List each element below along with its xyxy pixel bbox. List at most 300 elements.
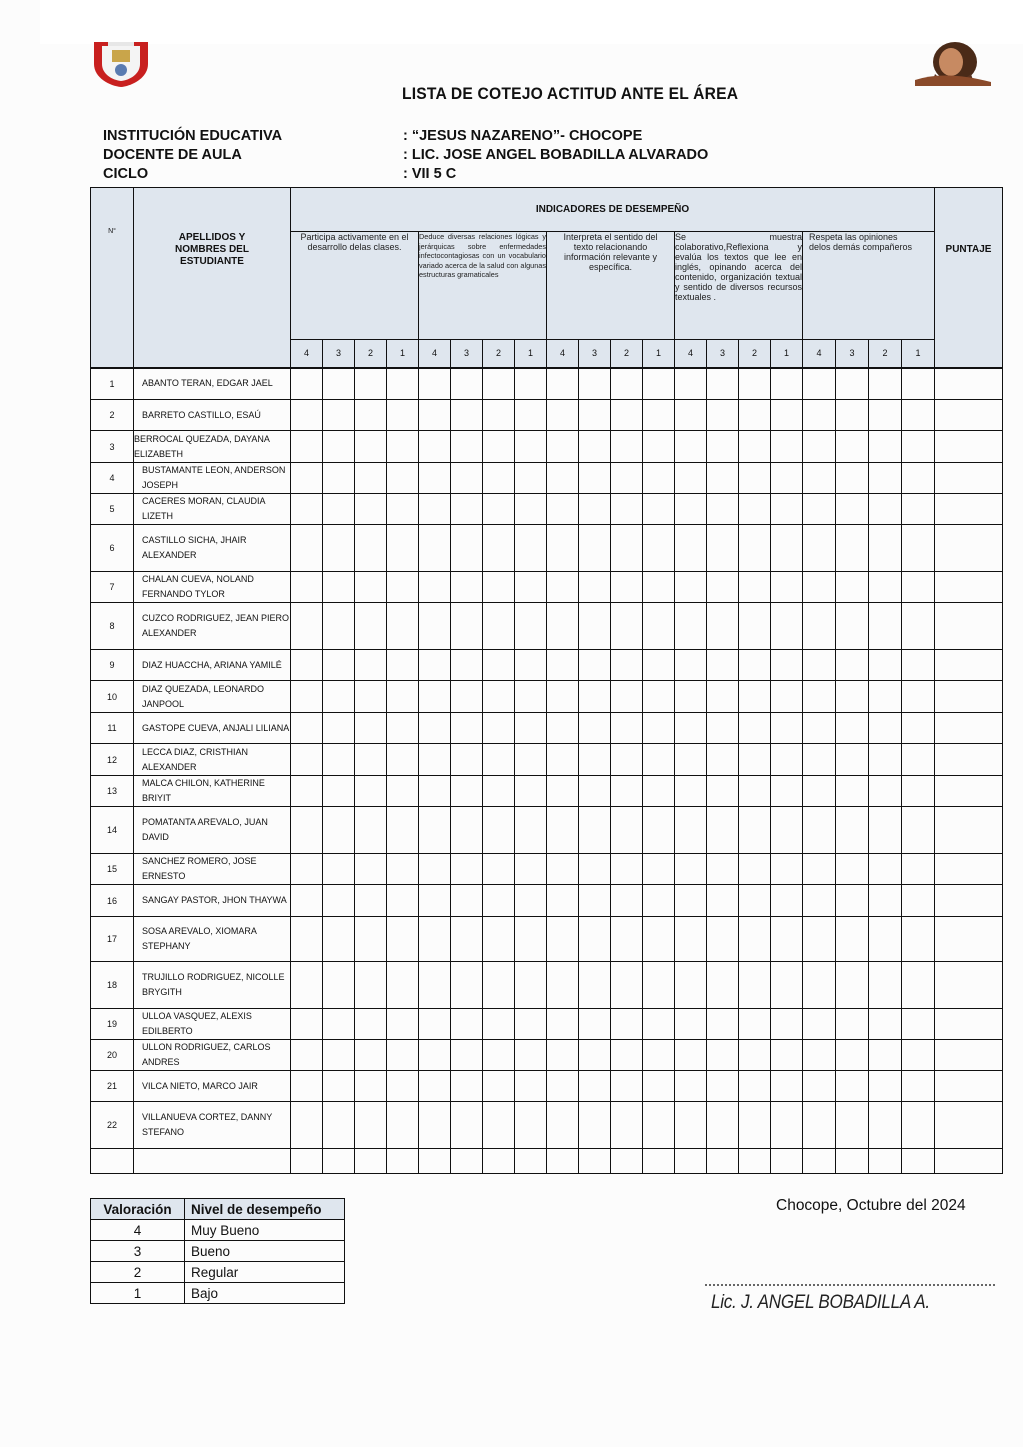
total-score-cell[interactable] — [935, 854, 1003, 885]
score-cell[interactable] — [323, 400, 355, 431]
score-cell[interactable] — [836, 368, 869, 400]
score-cell[interactable] — [547, 431, 579, 463]
score-cell[interactable] — [902, 400, 935, 431]
score-cell[interactable] — [483, 572, 515, 603]
score-cell[interactable] — [675, 400, 707, 431]
score-cell[interactable] — [803, 807, 836, 854]
score-cell[interactable] — [707, 463, 739, 494]
score-cell[interactable] — [579, 525, 611, 572]
score-cell[interactable] — [869, 572, 902, 603]
score-cell[interactable] — [836, 1071, 869, 1102]
score-cell[interactable] — [675, 368, 707, 400]
score-cell[interactable] — [902, 962, 935, 1009]
score-cell[interactable] — [611, 525, 643, 572]
total-score-cell[interactable] — [935, 650, 1003, 681]
score-cell[interactable] — [355, 463, 387, 494]
score-cell[interactable] — [675, 431, 707, 463]
score-cell[interactable] — [547, 776, 579, 807]
score-cell[interactable] — [419, 1040, 451, 1071]
score-cell[interactable] — [355, 525, 387, 572]
empty-cell[interactable] — [91, 1149, 134, 1174]
score-cell[interactable] — [643, 917, 675, 962]
score-cell[interactable] — [707, 494, 739, 525]
score-cell[interactable] — [611, 463, 643, 494]
score-cell[interactable] — [579, 603, 611, 650]
score-cell[interactable] — [836, 603, 869, 650]
score-cell[interactable] — [739, 854, 771, 885]
score-cell[interactable] — [483, 962, 515, 1009]
score-cell[interactable] — [323, 1071, 355, 1102]
total-score-cell[interactable] — [935, 368, 1003, 400]
score-cell[interactable] — [387, 572, 419, 603]
score-cell[interactable] — [387, 1040, 419, 1071]
score-cell[interactable] — [387, 744, 419, 776]
score-cell[interactable] — [771, 1040, 803, 1071]
score-cell[interactable] — [675, 807, 707, 854]
score-cell[interactable] — [771, 603, 803, 650]
score-cell[interactable] — [291, 463, 323, 494]
score-cell[interactable] — [451, 713, 483, 744]
score-cell[interactable] — [355, 713, 387, 744]
total-score-cell[interactable] — [935, 603, 1003, 650]
score-cell[interactable] — [387, 650, 419, 681]
score-cell[interactable] — [643, 603, 675, 650]
score-cell[interactable] — [451, 603, 483, 650]
score-cell[interactable] — [836, 400, 869, 431]
score-cell[interactable] — [291, 525, 323, 572]
score-cell[interactable] — [291, 1071, 323, 1102]
score-cell[interactable] — [291, 776, 323, 807]
score-cell[interactable] — [579, 400, 611, 431]
score-cell[interactable] — [355, 854, 387, 885]
score-cell[interactable] — [419, 650, 451, 681]
score-cell[interactable] — [483, 776, 515, 807]
empty-cell[interactable] — [134, 1149, 291, 1174]
score-cell[interactable] — [483, 650, 515, 681]
score-cell[interactable] — [902, 1009, 935, 1040]
score-cell[interactable] — [739, 431, 771, 463]
score-cell[interactable] — [419, 885, 451, 917]
score-cell[interactable] — [419, 681, 451, 713]
score-cell[interactable] — [803, 681, 836, 713]
score-cell[interactable] — [323, 744, 355, 776]
score-cell[interactable] — [323, 776, 355, 807]
total-score-cell[interactable] — [935, 962, 1003, 1009]
score-cell[interactable] — [643, 776, 675, 807]
total-score-cell[interactable] — [935, 1102, 1003, 1149]
score-cell[interactable] — [675, 603, 707, 650]
score-cell[interactable] — [675, 463, 707, 494]
score-cell[interactable] — [707, 681, 739, 713]
score-cell[interactable] — [451, 525, 483, 572]
score-cell[interactable] — [803, 713, 836, 744]
score-cell[interactable] — [643, 650, 675, 681]
score-cell[interactable] — [675, 854, 707, 885]
score-cell[interactable] — [419, 1009, 451, 1040]
score-cell[interactable] — [869, 431, 902, 463]
score-cell[interactable] — [355, 603, 387, 650]
score-cell[interactable] — [836, 525, 869, 572]
score-cell[interactable] — [547, 807, 579, 854]
score-cell[interactable] — [836, 1009, 869, 1040]
score-cell[interactable] — [771, 807, 803, 854]
empty-cell[interactable] — [771, 1149, 803, 1174]
score-cell[interactable] — [419, 854, 451, 885]
score-cell[interactable] — [515, 1009, 547, 1040]
score-cell[interactable] — [579, 854, 611, 885]
score-cell[interactable] — [869, 1040, 902, 1071]
empty-cell[interactable] — [803, 1149, 836, 1174]
score-cell[interactable] — [707, 368, 739, 400]
score-cell[interactable] — [355, 885, 387, 917]
score-cell[interactable] — [771, 854, 803, 885]
total-score-cell[interactable] — [935, 1009, 1003, 1040]
score-cell[interactable] — [771, 431, 803, 463]
score-cell[interactable] — [836, 463, 869, 494]
score-cell[interactable] — [869, 525, 902, 572]
score-cell[interactable] — [836, 962, 869, 1009]
score-cell[interactable] — [771, 776, 803, 807]
score-cell[interactable] — [771, 885, 803, 917]
score-cell[interactable] — [836, 431, 869, 463]
score-cell[interactable] — [451, 431, 483, 463]
score-cell[interactable] — [869, 494, 902, 525]
score-cell[interactable] — [419, 572, 451, 603]
score-cell[interactable] — [291, 1040, 323, 1071]
score-cell[interactable] — [387, 494, 419, 525]
score-cell[interactable] — [771, 368, 803, 400]
score-cell[interactable] — [739, 776, 771, 807]
score-cell[interactable] — [643, 494, 675, 525]
score-cell[interactable] — [387, 713, 419, 744]
score-cell[interactable] — [451, 368, 483, 400]
score-cell[interactable] — [355, 681, 387, 713]
score-cell[interactable] — [323, 962, 355, 1009]
score-cell[interactable] — [707, 807, 739, 854]
score-cell[interactable] — [323, 681, 355, 713]
score-cell[interactable] — [291, 713, 323, 744]
score-cell[interactable] — [611, 1040, 643, 1071]
score-cell[interactable] — [643, 807, 675, 854]
score-cell[interactable] — [902, 854, 935, 885]
score-cell[interactable] — [739, 962, 771, 1009]
score-cell[interactable] — [419, 1102, 451, 1149]
score-cell[interactable] — [869, 962, 902, 1009]
total-score-cell[interactable] — [935, 885, 1003, 917]
score-cell[interactable] — [579, 572, 611, 603]
score-cell[interactable] — [836, 494, 869, 525]
score-cell[interactable] — [323, 525, 355, 572]
score-cell[interactable] — [902, 572, 935, 603]
score-cell[interactable] — [643, 681, 675, 713]
score-cell[interactable] — [869, 713, 902, 744]
score-cell[interactable] — [419, 1071, 451, 1102]
score-cell[interactable] — [707, 603, 739, 650]
score-cell[interactable] — [739, 572, 771, 603]
score-cell[interactable] — [869, 1071, 902, 1102]
score-cell[interactable] — [611, 807, 643, 854]
score-cell[interactable] — [611, 885, 643, 917]
score-cell[interactable] — [869, 807, 902, 854]
score-cell[interactable] — [515, 854, 547, 885]
score-cell[interactable] — [483, 1009, 515, 1040]
total-score-cell[interactable] — [935, 1040, 1003, 1071]
score-cell[interactable] — [291, 368, 323, 400]
score-cell[interactable] — [355, 962, 387, 1009]
score-cell[interactable] — [547, 650, 579, 681]
score-cell[interactable] — [836, 854, 869, 885]
score-cell[interactable] — [387, 603, 419, 650]
score-cell[interactable] — [803, 1102, 836, 1149]
score-cell[interactable] — [483, 368, 515, 400]
empty-cell[interactable] — [323, 1149, 355, 1174]
score-cell[interactable] — [291, 885, 323, 917]
score-cell[interactable] — [771, 962, 803, 1009]
score-cell[interactable] — [611, 400, 643, 431]
score-cell[interactable] — [611, 917, 643, 962]
score-cell[interactable] — [643, 1009, 675, 1040]
empty-cell[interactable] — [611, 1149, 643, 1174]
score-cell[interactable] — [483, 494, 515, 525]
score-cell[interactable] — [579, 917, 611, 962]
score-cell[interactable] — [451, 1102, 483, 1149]
score-cell[interactable] — [387, 807, 419, 854]
score-cell[interactable] — [515, 650, 547, 681]
score-cell[interactable] — [836, 917, 869, 962]
score-cell[interactable] — [611, 776, 643, 807]
score-cell[interactable] — [355, 400, 387, 431]
score-cell[interactable] — [869, 463, 902, 494]
score-cell[interactable] — [707, 400, 739, 431]
score-cell[interactable] — [643, 713, 675, 744]
score-cell[interactable] — [419, 807, 451, 854]
empty-cell[interactable] — [643, 1149, 675, 1174]
score-cell[interactable] — [869, 885, 902, 917]
score-cell[interactable] — [419, 368, 451, 400]
score-cell[interactable] — [836, 885, 869, 917]
score-cell[interactable] — [902, 681, 935, 713]
score-cell[interactable] — [902, 1071, 935, 1102]
score-cell[interactable] — [579, 431, 611, 463]
score-cell[interactable] — [902, 525, 935, 572]
score-cell[interactable] — [323, 431, 355, 463]
score-cell[interactable] — [323, 650, 355, 681]
score-cell[interactable] — [836, 776, 869, 807]
score-cell[interactable] — [869, 603, 902, 650]
score-cell[interactable] — [355, 1009, 387, 1040]
score-cell[interactable] — [836, 1102, 869, 1149]
score-cell[interactable] — [515, 368, 547, 400]
score-cell[interactable] — [869, 400, 902, 431]
score-cell[interactable] — [419, 400, 451, 431]
score-cell[interactable] — [515, 400, 547, 431]
score-cell[interactable] — [483, 885, 515, 917]
empty-cell[interactable] — [355, 1149, 387, 1174]
score-cell[interactable] — [291, 494, 323, 525]
score-cell[interactable] — [547, 744, 579, 776]
score-cell[interactable] — [387, 776, 419, 807]
score-cell[interactable] — [902, 368, 935, 400]
score-cell[interactable] — [771, 525, 803, 572]
score-cell[interactable] — [579, 776, 611, 807]
score-cell[interactable] — [451, 463, 483, 494]
score-cell[interactable] — [579, 1040, 611, 1071]
score-cell[interactable] — [355, 1102, 387, 1149]
score-cell[interactable] — [803, 1009, 836, 1040]
score-cell[interactable] — [547, 1102, 579, 1149]
score-cell[interactable] — [611, 681, 643, 713]
score-cell[interactable] — [451, 962, 483, 1009]
score-cell[interactable] — [611, 368, 643, 400]
score-cell[interactable] — [675, 776, 707, 807]
score-cell[interactable] — [547, 962, 579, 1009]
score-cell[interactable] — [579, 962, 611, 1009]
score-cell[interactable] — [547, 525, 579, 572]
score-cell[interactable] — [675, 650, 707, 681]
score-cell[interactable] — [483, 603, 515, 650]
score-cell[interactable] — [291, 807, 323, 854]
score-cell[interactable] — [803, 431, 836, 463]
total-score-cell[interactable] — [935, 776, 1003, 807]
score-cell[interactable] — [836, 650, 869, 681]
total-score-cell[interactable] — [935, 1071, 1003, 1102]
score-cell[interactable] — [291, 603, 323, 650]
score-cell[interactable] — [291, 431, 323, 463]
score-cell[interactable] — [323, 1040, 355, 1071]
score-cell[interactable] — [707, 776, 739, 807]
score-cell[interactable] — [579, 1071, 611, 1102]
score-cell[interactable] — [483, 431, 515, 463]
score-cell[interactable] — [323, 917, 355, 962]
score-cell[interactable] — [451, 681, 483, 713]
score-cell[interactable] — [483, 1040, 515, 1071]
score-cell[interactable] — [291, 854, 323, 885]
score-cell[interactable] — [771, 494, 803, 525]
score-cell[interactable] — [611, 1102, 643, 1149]
score-cell[interactable] — [547, 854, 579, 885]
score-cell[interactable] — [707, 650, 739, 681]
score-cell[interactable] — [547, 885, 579, 917]
score-cell[interactable] — [675, 572, 707, 603]
score-cell[interactable] — [355, 1040, 387, 1071]
empty-cell[interactable] — [291, 1149, 323, 1174]
score-cell[interactable] — [771, 463, 803, 494]
score-cell[interactable] — [579, 744, 611, 776]
score-cell[interactable] — [515, 494, 547, 525]
score-cell[interactable] — [323, 572, 355, 603]
score-cell[interactable] — [387, 525, 419, 572]
score-cell[interactable] — [515, 572, 547, 603]
score-cell[interactable] — [869, 368, 902, 400]
score-cell[interactable] — [451, 854, 483, 885]
score-cell[interactable] — [483, 744, 515, 776]
score-cell[interactable] — [483, 807, 515, 854]
score-cell[interactable] — [611, 713, 643, 744]
score-cell[interactable] — [803, 854, 836, 885]
score-cell[interactable] — [836, 713, 869, 744]
score-cell[interactable] — [803, 962, 836, 1009]
score-cell[interactable] — [547, 603, 579, 650]
score-cell[interactable] — [643, 400, 675, 431]
total-score-cell[interactable] — [935, 713, 1003, 744]
total-score-cell[interactable] — [935, 744, 1003, 776]
score-cell[interactable] — [902, 494, 935, 525]
total-score-cell[interactable] — [935, 400, 1003, 431]
score-cell[interactable] — [451, 807, 483, 854]
score-cell[interactable] — [419, 917, 451, 962]
score-cell[interactable] — [707, 1040, 739, 1071]
score-cell[interactable] — [579, 1102, 611, 1149]
score-cell[interactable] — [739, 1071, 771, 1102]
score-cell[interactable] — [902, 885, 935, 917]
score-cell[interactable] — [515, 463, 547, 494]
score-cell[interactable] — [451, 494, 483, 525]
total-score-cell[interactable] — [935, 494, 1003, 525]
score-cell[interactable] — [836, 681, 869, 713]
score-cell[interactable] — [355, 650, 387, 681]
score-cell[interactable] — [675, 494, 707, 525]
score-cell[interactable] — [515, 525, 547, 572]
score-cell[interactable] — [902, 1102, 935, 1149]
score-cell[interactable] — [515, 681, 547, 713]
score-cell[interactable] — [707, 744, 739, 776]
score-cell[interactable] — [739, 807, 771, 854]
score-cell[interactable] — [902, 431, 935, 463]
score-cell[interactable] — [707, 572, 739, 603]
score-cell[interactable] — [739, 650, 771, 681]
score-cell[interactable] — [739, 885, 771, 917]
score-cell[interactable] — [483, 681, 515, 713]
score-cell[interactable] — [675, 713, 707, 744]
score-cell[interactable] — [643, 572, 675, 603]
score-cell[interactable] — [355, 807, 387, 854]
score-cell[interactable] — [579, 650, 611, 681]
score-cell[interactable] — [611, 431, 643, 463]
empty-cell[interactable] — [869, 1149, 902, 1174]
score-cell[interactable] — [643, 525, 675, 572]
score-cell[interactable] — [291, 572, 323, 603]
score-cell[interactable] — [771, 572, 803, 603]
score-cell[interactable] — [323, 854, 355, 885]
score-cell[interactable] — [355, 494, 387, 525]
score-cell[interactable] — [451, 1040, 483, 1071]
score-cell[interactable] — [323, 368, 355, 400]
score-cell[interactable] — [579, 368, 611, 400]
score-cell[interactable] — [611, 1071, 643, 1102]
score-cell[interactable] — [387, 1102, 419, 1149]
score-cell[interactable] — [515, 885, 547, 917]
score-cell[interactable] — [675, 917, 707, 962]
score-cell[interactable] — [387, 431, 419, 463]
score-cell[interactable] — [902, 744, 935, 776]
score-cell[interactable] — [803, 776, 836, 807]
score-cell[interactable] — [803, 744, 836, 776]
score-cell[interactable] — [611, 744, 643, 776]
empty-cell[interactable] — [483, 1149, 515, 1174]
score-cell[interactable] — [547, 368, 579, 400]
score-cell[interactable] — [643, 1102, 675, 1149]
score-cell[interactable] — [803, 603, 836, 650]
score-cell[interactable] — [643, 962, 675, 1009]
score-cell[interactable] — [515, 1040, 547, 1071]
score-cell[interactable] — [291, 400, 323, 431]
score-cell[interactable] — [643, 885, 675, 917]
score-cell[interactable] — [803, 525, 836, 572]
score-cell[interactable] — [483, 713, 515, 744]
score-cell[interactable] — [771, 1102, 803, 1149]
score-cell[interactable] — [547, 1040, 579, 1071]
score-cell[interactable] — [547, 1009, 579, 1040]
